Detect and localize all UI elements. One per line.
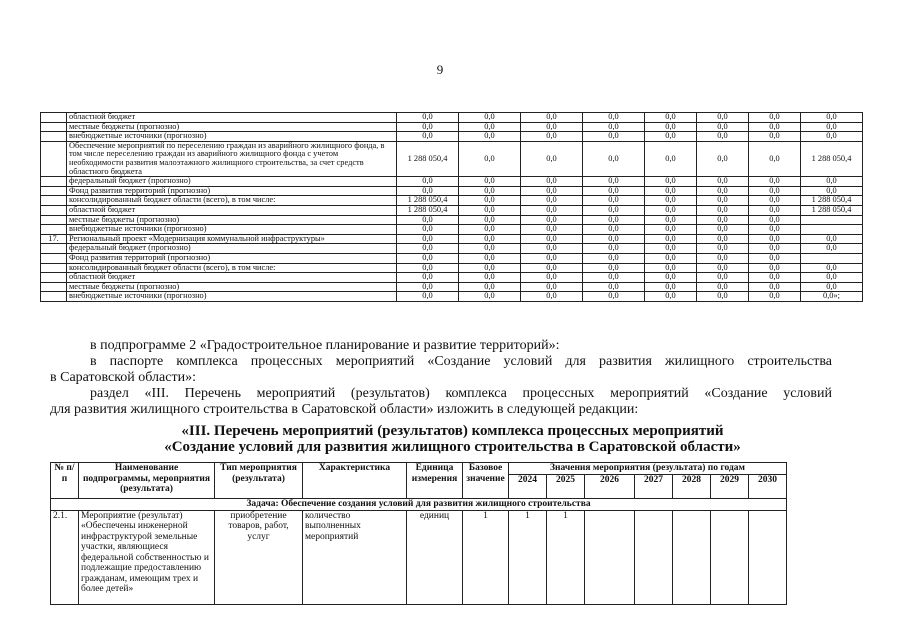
budget-value: 1 288 050,4 bbox=[801, 205, 863, 215]
budget-row-number bbox=[41, 273, 67, 283]
budget-value: 0,0 bbox=[397, 122, 459, 132]
budget-value: 0,0 bbox=[583, 122, 645, 132]
budget-value: 0,0 bbox=[583, 196, 645, 206]
budget-value: 0,0 bbox=[521, 132, 583, 142]
budget-value: 0,0 bbox=[645, 253, 697, 263]
row-unit: единиц bbox=[407, 510, 463, 604]
budget-value: 0,0 bbox=[459, 253, 521, 263]
budget-value: 0,0 bbox=[459, 292, 521, 302]
budget-value: 0,0 bbox=[697, 263, 749, 273]
budget-value: 0,0 bbox=[697, 215, 749, 225]
budget-value: 0,0 bbox=[697, 205, 749, 215]
budget-value: 0,0 bbox=[697, 292, 749, 302]
budget-value: 0,0 bbox=[697, 132, 749, 142]
budget-value: 0,0 bbox=[645, 132, 697, 142]
budget-row bbox=[41, 253, 863, 263]
budget-value: 0,0 bbox=[801, 273, 863, 283]
budget-row-number bbox=[41, 113, 67, 123]
budget-row bbox=[41, 132, 863, 142]
budget-row bbox=[41, 122, 863, 132]
budget-value: 0,0 bbox=[645, 282, 697, 292]
budget-row-label: областной бюджет bbox=[67, 205, 397, 215]
budget-row-label: местные бюджеты (прогнозно) bbox=[67, 215, 397, 225]
budget-value: 0,0 bbox=[521, 244, 583, 254]
budget-value: 0,0 bbox=[583, 263, 645, 273]
header-unit: Единица измерения bbox=[407, 463, 463, 499]
budget-value: 1 288 050,4 bbox=[397, 141, 459, 176]
task-row: Задача: Обеспечение создания условий для развития жилищного строительства bbox=[51, 499, 787, 511]
budget-value: 0,0 bbox=[521, 263, 583, 273]
budget-value bbox=[801, 215, 863, 225]
budget-value: 0,0 bbox=[749, 282, 801, 292]
budget-value: 0,0 bbox=[801, 132, 863, 142]
budget-row bbox=[41, 273, 863, 283]
budget-value: 0,0 bbox=[521, 253, 583, 263]
budget-value: 0,0 bbox=[645, 205, 697, 215]
budget-value: 0,0 bbox=[521, 282, 583, 292]
budget-value: 0,0 bbox=[801, 234, 863, 244]
budget-row-number bbox=[41, 132, 67, 142]
budget-value: 0,0 bbox=[583, 253, 645, 263]
budget-row-label: внебюджетные источники (прогнозно) bbox=[67, 292, 397, 302]
budget-row-label: внебюджетные источники (прогнозно) bbox=[67, 132, 397, 142]
budget-value: 0,0 bbox=[583, 282, 645, 292]
budget-row-number bbox=[41, 282, 67, 292]
budget-value: 0,0 bbox=[697, 113, 749, 123]
budget-value: 0,0 bbox=[397, 225, 459, 235]
budget-value: 0,0 bbox=[749, 234, 801, 244]
budget-value: 0,0 bbox=[645, 122, 697, 132]
budget-value: 0,0 bbox=[397, 273, 459, 283]
header-year: 2030 bbox=[749, 475, 787, 499]
budget-row bbox=[41, 225, 863, 235]
budget-value: 0,0 bbox=[521, 196, 583, 206]
budget-value: 0,0 bbox=[749, 253, 801, 263]
budget-row bbox=[41, 113, 863, 123]
budget-value: 0,0 bbox=[697, 282, 749, 292]
budget-value: 0,0 bbox=[749, 244, 801, 254]
budget-row-number bbox=[41, 225, 67, 235]
budget-value: 0,0 bbox=[397, 244, 459, 254]
budget-value: 0,0 bbox=[645, 292, 697, 302]
header-name: Наименование подпрограммы, мероприятия (результата) bbox=[79, 463, 215, 499]
budget-value: 0,0 bbox=[697, 196, 749, 206]
budget-value: 0,0 bbox=[645, 186, 697, 196]
budget-value: 0,0 bbox=[697, 177, 749, 187]
row-type: приобретение товаров, работ, услуг bbox=[215, 510, 303, 604]
budget-value: 0,0 bbox=[697, 225, 749, 235]
budget-row bbox=[41, 263, 863, 273]
budget-value: 1 288 050,4 bbox=[801, 141, 863, 176]
budget-value: 0,0 bbox=[521, 273, 583, 283]
budget-row-number bbox=[41, 186, 67, 196]
budget-row-number bbox=[41, 244, 67, 254]
budget-value: 0,0 bbox=[697, 244, 749, 254]
budget-value: 0,0 bbox=[521, 225, 583, 235]
budget-row-label: местные бюджеты (прогнозно) bbox=[67, 282, 397, 292]
budget-value: 0,0 bbox=[521, 292, 583, 302]
budget-value: 0,0 bbox=[645, 234, 697, 244]
budget-value: 0,0 bbox=[397, 215, 459, 225]
budget-value: 0,0 bbox=[749, 122, 801, 132]
budget-value bbox=[801, 225, 863, 235]
budget-value: 0,0 bbox=[801, 122, 863, 132]
budget-value: 0,0 bbox=[749, 273, 801, 283]
budget-value: 0,0 bbox=[645, 177, 697, 187]
budget-row-number bbox=[41, 292, 67, 302]
budget-value: 0,0 bbox=[459, 234, 521, 244]
budget-value: 0,0 bbox=[583, 177, 645, 187]
budget-row bbox=[41, 177, 863, 187]
budget-row-number bbox=[41, 196, 67, 206]
budget-value: 0,0 bbox=[801, 113, 863, 123]
budget-value: 0,0 bbox=[459, 244, 521, 254]
budget-value: 0,0 bbox=[459, 205, 521, 215]
budget-row-label: Фонд развития территорий (прогнозно) bbox=[67, 186, 397, 196]
paragraph-subprogram: в подпрограмме 2 «Градостроительное планирование и развитие территорий»: bbox=[90, 338, 560, 353]
budget-value: 0,0 bbox=[397, 282, 459, 292]
budget-value: 0,0 bbox=[697, 122, 749, 132]
header-feature: Характеристика bbox=[303, 463, 407, 499]
budget-value: 0,0 bbox=[397, 234, 459, 244]
budget-value: 0,0 bbox=[697, 141, 749, 176]
budget-row-number bbox=[41, 141, 67, 176]
budget-value: 0,0 bbox=[459, 263, 521, 273]
budget-row bbox=[41, 215, 863, 225]
page-number: 9 bbox=[436, 62, 444, 77]
row-value bbox=[711, 510, 749, 604]
budget-value: 0,0 bbox=[583, 273, 645, 283]
budget-value: 0,0 bbox=[749, 225, 801, 235]
row-value bbox=[749, 510, 787, 604]
budget-value: 0,0 bbox=[397, 263, 459, 273]
budget-value: 0,0 bbox=[749, 215, 801, 225]
budget-row bbox=[41, 244, 863, 254]
budget-value: 0,0 bbox=[397, 113, 459, 123]
budget-value: 0,0 bbox=[521, 177, 583, 187]
budget-value: 0,0 bbox=[645, 244, 697, 254]
budget-value: 0,0 bbox=[749, 263, 801, 273]
paragraph-passport-line1: в паспорте комплекса процессных мероприятий «Создание условий для развития жилищного строительства bbox=[90, 354, 832, 369]
budget-row bbox=[41, 234, 863, 244]
budget-value: 0,0 bbox=[459, 113, 521, 123]
budget-value: 0,0 bbox=[697, 234, 749, 244]
measures-table bbox=[50, 462, 787, 605]
budget-value: 0,0 bbox=[397, 186, 459, 196]
budget-value: 0,0 bbox=[521, 205, 583, 215]
budget-value: 0,0 bbox=[749, 205, 801, 215]
budget-table bbox=[40, 112, 863, 302]
row-number: 2.1. bbox=[51, 510, 79, 604]
budget-value: 0,0 bbox=[801, 186, 863, 196]
budget-row-number: 17. bbox=[41, 234, 67, 244]
budget-value: 0,0 bbox=[459, 122, 521, 132]
row-name: Мероприятие (результат) «Обеспечены инженерной инфраструктурой земельные участки, являющиеся федеральной собственностью и подлежащие предоставлению гражданам, имеющим трех и более детей» bbox=[79, 510, 215, 604]
budget-value: 0,0 bbox=[749, 113, 801, 123]
paragraph-section-line1: раздел «III. Перечень мероприятий (результатов) комплекса процессных мероприятий «Создание условий bbox=[90, 386, 832, 401]
budget-value: 0,0 bbox=[521, 141, 583, 176]
budget-value: 0,0 bbox=[801, 177, 863, 187]
budget-row-label: федеральный бюджет (прогнозно) bbox=[67, 244, 397, 254]
budget-row-number bbox=[41, 177, 67, 187]
budget-value: 0,0 bbox=[521, 215, 583, 225]
budget-value: 0,0 bbox=[583, 186, 645, 196]
row-value: 1 bbox=[547, 510, 585, 604]
header-year: 2028 bbox=[673, 475, 711, 499]
budget-value: 0,0 bbox=[397, 292, 459, 302]
budget-row-label: консолидированный бюджет области (всего), в том числе: bbox=[67, 263, 397, 273]
budget-row bbox=[41, 196, 863, 206]
budget-value: 0,0 bbox=[645, 225, 697, 235]
budget-value: 0,0 bbox=[749, 292, 801, 302]
header-number: № п/п bbox=[51, 463, 79, 499]
budget-value: 0,0 bbox=[697, 273, 749, 283]
row-value bbox=[635, 510, 673, 604]
budget-row-label: федеральный бюджет (прогнозно) bbox=[67, 177, 397, 187]
budget-value: 0,0 bbox=[583, 234, 645, 244]
budget-value: 0,0 bbox=[697, 253, 749, 263]
budget-value: 0,0 bbox=[583, 225, 645, 235]
budget-value: 0,0 bbox=[697, 186, 749, 196]
budget-value: 0,0 bbox=[459, 186, 521, 196]
budget-value: 1 288 050,4 bbox=[397, 196, 459, 206]
header-year: 2027 bbox=[635, 475, 673, 499]
budget-value: 0,0 bbox=[749, 132, 801, 142]
header-values-by-year: Значения мероприятия (результата) по годам bbox=[509, 463, 787, 475]
budget-value: 0,0 bbox=[645, 196, 697, 206]
row-value: 1 bbox=[509, 510, 547, 604]
budget-value: 0,0 bbox=[459, 215, 521, 225]
header-type: Тип мероприятия (результата) bbox=[215, 463, 303, 499]
budget-row bbox=[41, 292, 863, 302]
budget-value: 0,0 bbox=[521, 113, 583, 123]
budget-value: 0,0 bbox=[459, 225, 521, 235]
budget-value: 0,0 bbox=[749, 196, 801, 206]
budget-value: 0,0 bbox=[645, 273, 697, 283]
budget-value: 0,0 bbox=[583, 141, 645, 176]
budget-value: 0,0 bbox=[645, 263, 697, 273]
budget-row-label: внебюджетные источники (прогнозно) bbox=[67, 225, 397, 235]
budget-value: 0,0 bbox=[749, 177, 801, 187]
budget-row-label: Обеспечение мероприятий по переселению граждан из аварийного жилищного фонда, в том числе переселению граждан из аварийного жилищного фонда с учетом необходимости развития малоэтажного жилищного строительства, за счет средств областного бюджета bbox=[67, 141, 397, 176]
budget-row-number bbox=[41, 263, 67, 273]
budget-row-label: областной бюджет bbox=[67, 273, 397, 283]
budget-value: 0,0 bbox=[459, 196, 521, 206]
budget-value: 0,0 bbox=[397, 132, 459, 142]
budget-value: 0,0 bbox=[583, 205, 645, 215]
section-heading-line2: «Создание условий для развития жилищного строительства в Саратовской области» bbox=[164, 439, 741, 455]
budget-row-number bbox=[41, 215, 67, 225]
budget-row bbox=[41, 205, 863, 215]
section-heading-line1: «III. Перечень мероприятий (результатов) комплекса процессных мероприятий bbox=[181, 423, 724, 439]
header-year: 2026 bbox=[585, 475, 635, 499]
budget-value: 0,0 bbox=[583, 215, 645, 225]
header-base: Базовое значение bbox=[463, 463, 509, 499]
budget-value: 0,0 bbox=[397, 253, 459, 263]
budget-value: 0,0 bbox=[459, 141, 521, 176]
header-year: 2029 bbox=[711, 475, 749, 499]
row-value bbox=[673, 510, 711, 604]
budget-value: 0,0 bbox=[583, 113, 645, 123]
row-feature: количество выполненных мероприятий bbox=[303, 510, 407, 604]
budget-row-number bbox=[41, 253, 67, 263]
budget-value: 0,0 bbox=[801, 244, 863, 254]
budget-value: 0,0 bbox=[459, 282, 521, 292]
budget-row bbox=[41, 282, 863, 292]
budget-row-label: Фонд развития территорий (прогнозно) bbox=[67, 253, 397, 263]
header-year: 2025 bbox=[547, 475, 585, 499]
budget-value: 0,0 bbox=[397, 177, 459, 187]
budget-row-number bbox=[41, 205, 67, 215]
budget-value: 0,0 bbox=[521, 186, 583, 196]
row-value bbox=[585, 510, 635, 604]
paragraph-passport-line2: в Саратовской области»: bbox=[50, 370, 196, 385]
budget-value: 0,0 bbox=[645, 113, 697, 123]
budget-value: 0,0 bbox=[749, 141, 801, 176]
budget-value bbox=[801, 253, 863, 263]
budget-row-label: консолидированный бюджет области (всего), в том числе: bbox=[67, 196, 397, 206]
budget-value: 0,0 bbox=[583, 292, 645, 302]
budget-value: 0,0 bbox=[645, 215, 697, 225]
budget-row-label: Региональный проект «Модернизация коммунальной инфраструктуры» bbox=[67, 234, 397, 244]
row-base: 1 bbox=[463, 510, 509, 604]
budget-value: 1 288 050,4 bbox=[801, 196, 863, 206]
budget-value: 0,0 bbox=[749, 186, 801, 196]
header-year: 2024 bbox=[509, 475, 547, 499]
budget-value: 0,0 bbox=[521, 122, 583, 132]
budget-row bbox=[41, 141, 863, 176]
budget-value: 0,0 bbox=[801, 263, 863, 273]
budget-row bbox=[41, 186, 863, 196]
budget-value: 0,0 bbox=[801, 282, 863, 292]
budget-row-label: местные бюджеты (прогнозно) bbox=[67, 122, 397, 132]
budget-value: 0,0 bbox=[459, 273, 521, 283]
budget-value: 0,0 bbox=[645, 141, 697, 176]
budget-value: 0,0 bbox=[459, 132, 521, 142]
budget-value: 0,0 bbox=[583, 244, 645, 254]
budget-value: 0,0 bbox=[583, 132, 645, 142]
budget-value: 0,0 bbox=[459, 177, 521, 187]
paragraph-section-line2: для развития жилищного строительства в Саратовской области» изложить в следующей редакции: bbox=[50, 402, 639, 417]
budget-row-label: областной бюджет bbox=[67, 113, 397, 123]
budget-value: 0,0 bbox=[521, 234, 583, 244]
budget-value: 1 288 050,4 bbox=[397, 205, 459, 215]
budget-row-number bbox=[41, 122, 67, 132]
budget-value: 0,0»; bbox=[801, 292, 863, 302]
